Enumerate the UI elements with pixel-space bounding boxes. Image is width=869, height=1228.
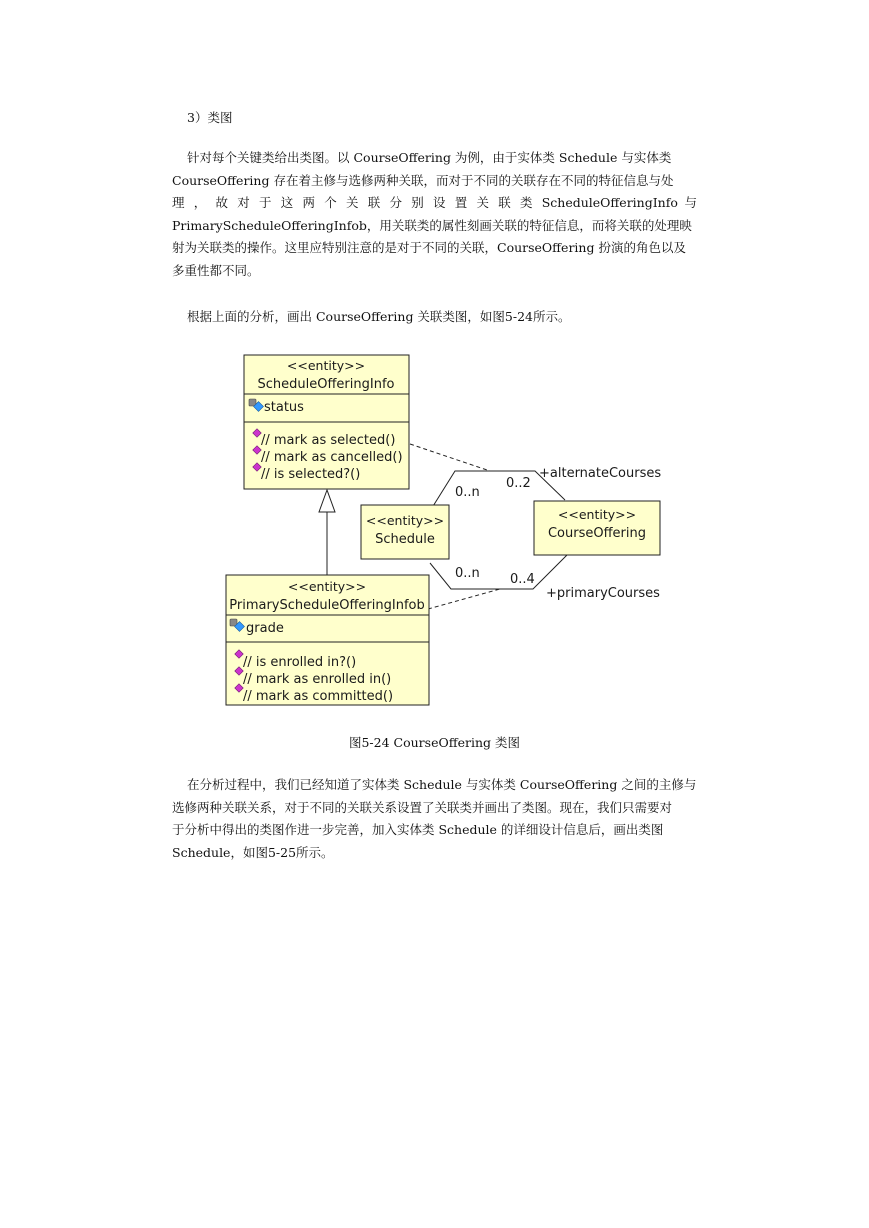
paragraph-line: 理 ， 故 对 于 这 两 个 关 联 分 别 设 置 关 联 类 ScheduleOfferingInfo 与 xyxy=(172,195,697,210)
attribute-status: status xyxy=(264,400,304,415)
multiplicity-lower-schedule: 0..n xyxy=(455,566,480,581)
class-schedule xyxy=(361,505,449,559)
operation-mark-as-selected: // mark as selected() xyxy=(261,433,396,448)
operation-mark-as-enrolled-in: // mark as enrolled in() xyxy=(243,672,392,687)
paragraph-line: PrimaryScheduleOfferingInfob，用关联类的属性刻画关联的特征信息，而将关联的处理映 xyxy=(172,217,692,233)
multiplicity-upper-offering: 0..2 xyxy=(506,476,531,491)
class-primary-schedule-offering-infob xyxy=(226,575,429,705)
operation-is-enrolled-in: // is enrolled in?() xyxy=(243,655,357,670)
role-alternate-courses: +alternateCourses xyxy=(539,466,662,481)
multiplicity-upper-schedule: 0..n xyxy=(455,485,480,500)
paragraph-line: 选修两种关联关系，对于不同的关联关系设置了关联类并画出了类图。现在，我们只需要对 xyxy=(172,799,673,815)
operation-is-selected: // is selected?() xyxy=(261,467,361,482)
paragraph-line: 在分析过程中，我们已经知道了实体类 Schedule 与实体类 CourseOffering 之间的主修与 xyxy=(187,777,697,792)
role-primary-courses: +primaryCourses xyxy=(546,586,660,601)
operation-mark-as-cancelled: // mark as cancelled() xyxy=(261,450,403,465)
intro-paragraph xyxy=(172,147,697,282)
class-name: Schedule xyxy=(375,532,435,547)
stereotype-label: <<entity>> xyxy=(287,579,367,594)
class-name: PrimaryScheduleOfferingInfob xyxy=(229,598,425,613)
figure-caption: 图5-24 CourseOffering 类图 xyxy=(348,735,520,750)
class-name: ScheduleOfferingInfo xyxy=(257,377,395,392)
operation-mark-as-committed: // mark as committed() xyxy=(243,689,394,704)
class-course-offering xyxy=(534,501,660,555)
stereotype-label: <<entity>> xyxy=(557,507,637,522)
analysis-paragraph: 根据上面的分析，画出 CourseOffering 关联类图，如图5-24所示。 xyxy=(187,309,571,324)
paragraph-line: 于分析中得出的类图作进一步完善，加入实体类 Schedule 的详细设计信息后，画出类图 xyxy=(172,822,664,837)
section-heading: 3）类图 xyxy=(187,110,233,125)
class-name: CourseOffering xyxy=(547,526,647,541)
multiplicity-lower-offering: 0..4 xyxy=(510,572,535,587)
association-lower xyxy=(430,555,567,589)
assoc-class-link-lower xyxy=(428,589,500,609)
paragraph-line: 多重性都不同。 xyxy=(172,262,260,278)
stereotype-label: <<entity>> xyxy=(365,513,445,528)
paragraph-line: Schedule，如图5-25所示。 xyxy=(172,844,334,860)
paragraph-line: 针对每个关键类给出类图。以 CourseOffering 为例，由于实体类 Schedule 与实体类 xyxy=(187,150,672,165)
paragraph-line: 射为关联类的操作。这里应特别注意的是对于不同的关联，CourseOffering 扮演的角色以及 xyxy=(172,240,686,255)
generalization-arrow xyxy=(319,490,335,512)
paragraph-line: CourseOffering 存在着主修与选修两种关联，而对于不同的关联存在不同的特征信息与处 xyxy=(172,172,674,188)
followup-paragraph xyxy=(172,774,697,864)
uml-class-diagram xyxy=(215,345,665,713)
attribute-grade: grade xyxy=(246,621,284,636)
stereotype-label: <<entity>> xyxy=(286,358,366,373)
class-schedule-offering-info xyxy=(244,355,409,489)
assoc-class-link-upper xyxy=(410,444,490,471)
